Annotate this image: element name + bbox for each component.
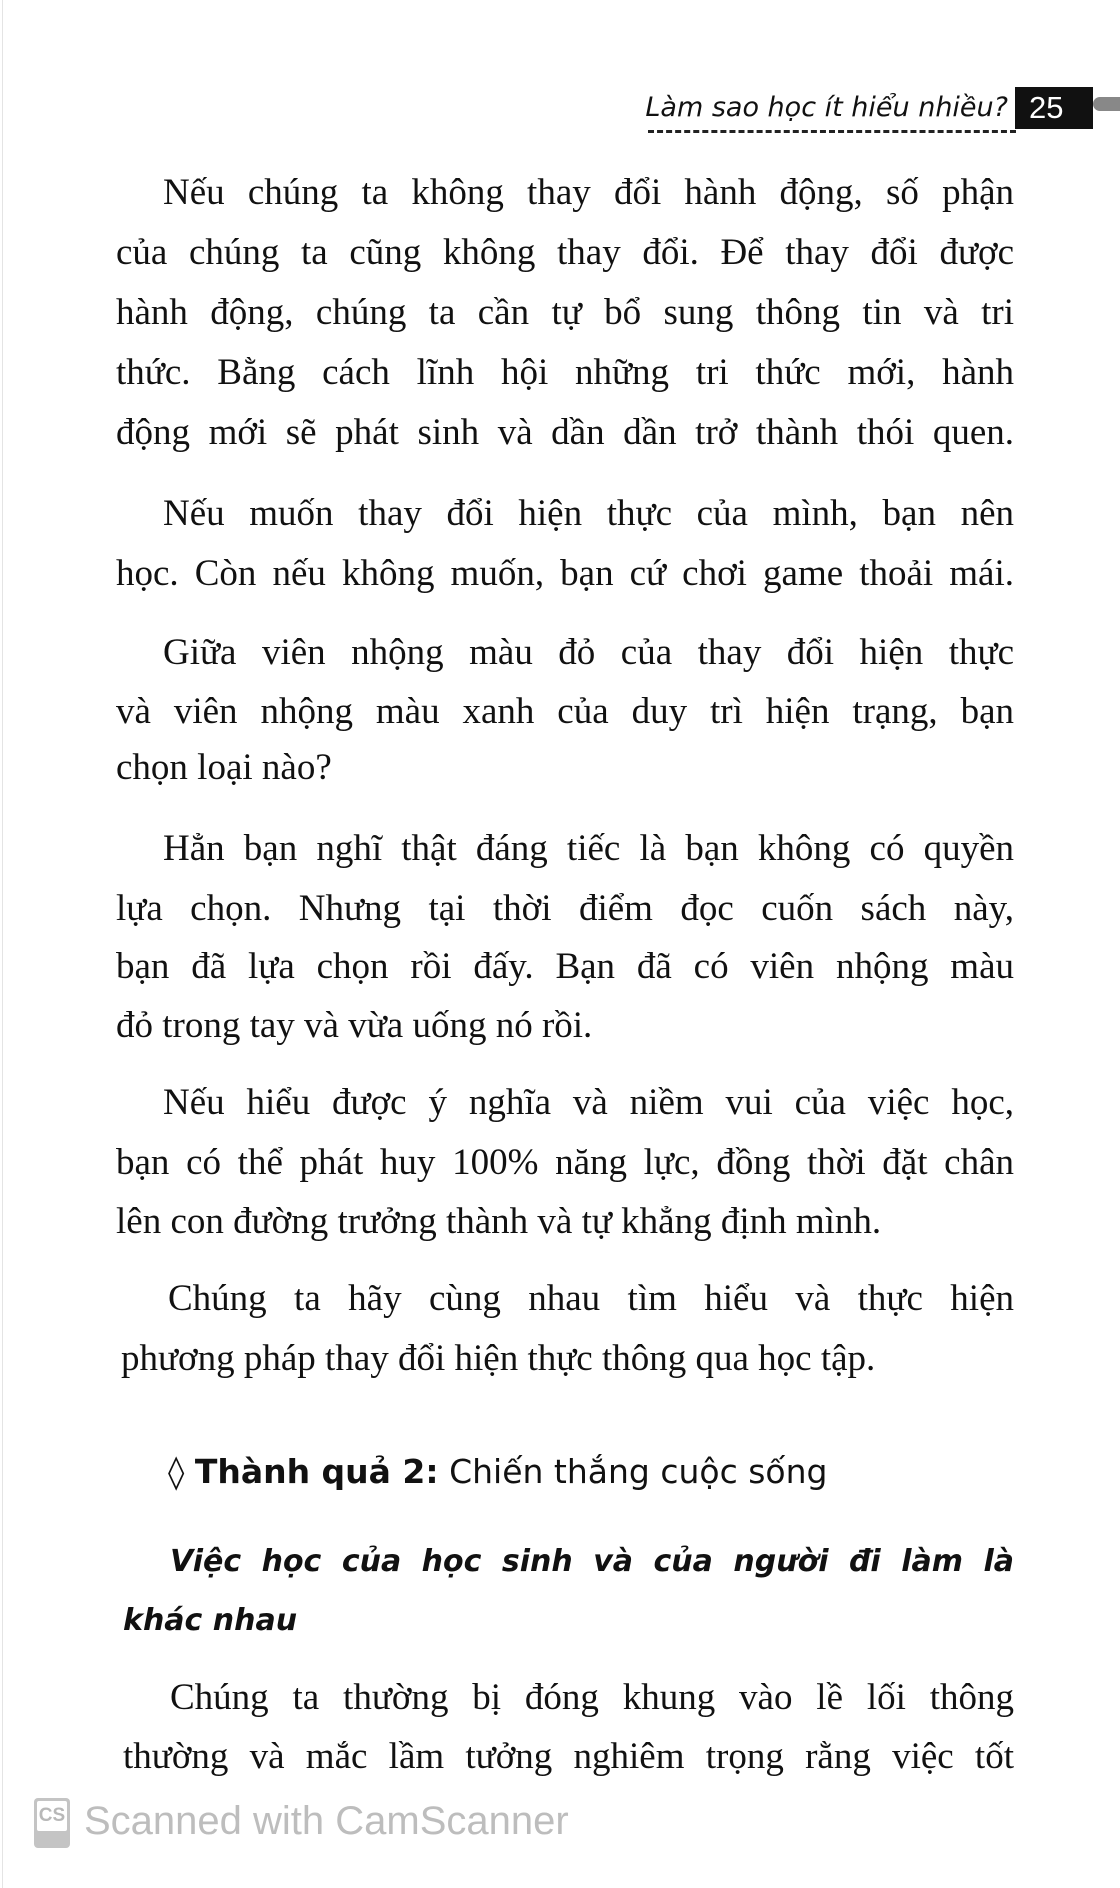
header-dashed-rule: [648, 130, 1016, 133]
text-line: Nếu muốn thay đổi hiện thực của mình, bạn nên: [163, 493, 1014, 534]
section-heading-label: Thành quả 2:: [194, 1452, 439, 1491]
text-line: và viên nhộng màu xanh của duy trì hiện trạng, bạn: [116, 691, 1014, 732]
subheading-line: khác nhau: [123, 1603, 298, 1638]
section-heading-title: Chiến thắng cuộc sống: [449, 1452, 828, 1491]
camscanner-logo-icon: [34, 1798, 70, 1848]
page-edge: [2, 0, 3, 1888]
text-line: đỏ trong tay và vừa uống nó rồi.: [116, 1005, 593, 1046]
header-tab-mark: [1093, 97, 1120, 111]
diamond-bullet-icon: ◊: [168, 1452, 185, 1491]
text-line: lên con đường trưởng thành và tự khẳng định mình.: [116, 1201, 882, 1242]
page-number: 25: [1015, 87, 1093, 129]
text-line: Chúng ta hãy cùng nhau tìm hiểu và thực hiện: [168, 1278, 1014, 1319]
text-line: của chúng ta cũng không thay đổi. Để thay đổi được: [116, 232, 1014, 273]
camscanner-logo-text: CS: [37, 1801, 67, 1831]
text-line: Hẳn bạn nghĩ thật đáng tiếc là bạn không có quyền: [163, 828, 1014, 869]
text-line: Chúng ta thường bị đóng khung vào lề lối thông: [170, 1677, 1014, 1718]
text-line: bạn có thể phát huy 100% năng lực, đồng thời đặt chân: [116, 1142, 1014, 1183]
text-line: Giữa viên nhộng màu đỏ của thay đổi hiện thực: [163, 632, 1014, 673]
text-line: thường và mắc lầm tưởng nghiêm trọng rằng việc tốt: [123, 1736, 1014, 1777]
text-line: Nếu chúng ta không thay đổi hành động, số phận: [163, 172, 1014, 213]
section-heading: [168, 1450, 827, 1494]
text-line: hành động, chúng ta cần tự bổ sung thông tin và tri: [116, 292, 1014, 333]
text-line: thức. Bằng cách lĩnh hội những tri thức mới, hành: [116, 352, 1014, 393]
text-line: lựa chọn. Nhưng tại thời điểm đọc cuốn sách này,: [116, 888, 1014, 929]
watermark-text: Scanned with CamScanner: [84, 1799, 569, 1843]
subheading-line: Việc học của học sinh và của người đi làm là: [170, 1544, 1014, 1579]
text-line: động mới sẽ phát sinh và dần dần trở thành thói quen.: [116, 412, 1014, 453]
text-line: phương pháp thay đổi hiện thực thông qua học tập.: [121, 1338, 876, 1379]
text-line: chọn loại nào?: [116, 747, 332, 788]
text-line: bạn đã lựa chọn rồi đấy. Bạn đã có viên nhộng màu: [116, 946, 1014, 987]
running-title: Làm sao học ít hiểu nhiều?: [645, 92, 1008, 123]
text-line: Nếu hiểu được ý nghĩa và niềm vui của việc học,: [163, 1082, 1014, 1123]
text-line: học. Còn nếu không muốn, bạn cứ chơi game thoải mái.: [116, 553, 1014, 594]
